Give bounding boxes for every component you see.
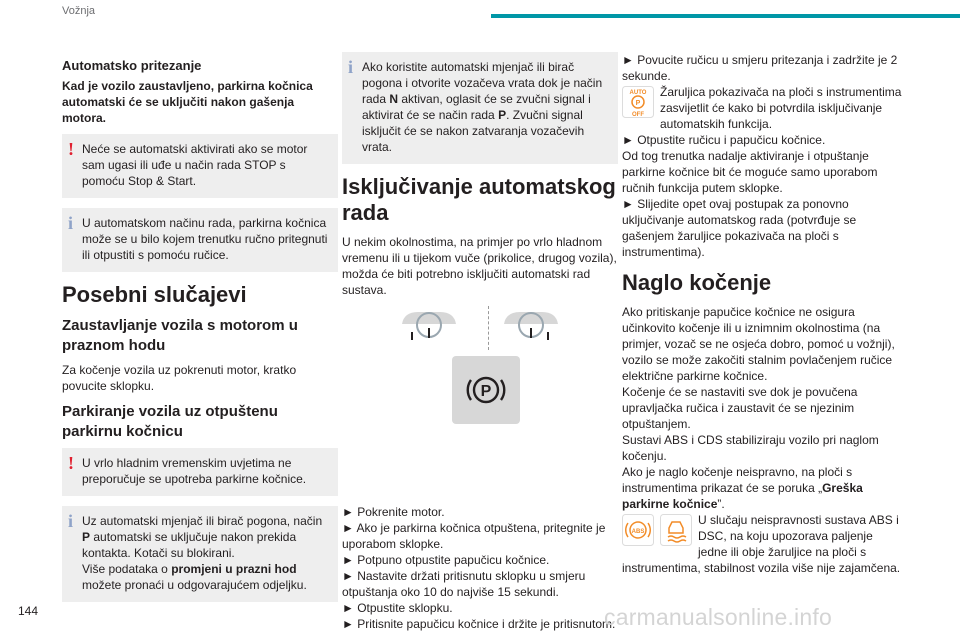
step-item: ► Nastavite držati pritisnutu sklopku u smjeru otpuštanja oko 10 do najviše 15 sekundi. xyxy=(342,569,586,599)
svg-text:P: P xyxy=(635,100,641,107)
warning-note-2 xyxy=(62,448,338,496)
svg-text:P: P xyxy=(480,383,492,400)
column-1 xyxy=(62,52,338,612)
disable-title: Isključivanje automatskog rada xyxy=(342,174,616,225)
step-b: ► Otpustite ručicu i papučicu kočnice. xyxy=(622,133,826,147)
em-p3: Sustavi ABS i CDS stabiliziraju vozilo pri naglom kočenju. xyxy=(622,433,879,463)
step-a: ► Povucite ručicu u smjeru pritezanja i zadržite je 2 sekunde. xyxy=(622,53,898,83)
lamp-text: Žaruljica pokazivača na ploči s instrumentima zasvijetlit će kako bi potvrdila isključivanje automatskih funkcija. xyxy=(660,85,902,131)
abs-paragraph xyxy=(622,512,902,576)
step-item: ► Ako je parkirna kočnica otpuštena, pritegnite je uporabom sklopke. xyxy=(342,521,606,551)
column-3 xyxy=(622,52,902,576)
steering-wheel-push-icon xyxy=(502,310,560,340)
abs-text: U slučaju neispravnosti sustava ABS i DSC, na koju upozorava paljenje jedne ili obje žaruljice na ploči s instrumentima, stabilnost vozila više nije zajamčena. xyxy=(622,513,901,575)
steering-wheel-pull-icon xyxy=(400,310,458,340)
svg-text:OFF: OFF xyxy=(632,112,644,118)
warning-icon: ! xyxy=(68,453,74,473)
info-note xyxy=(62,208,338,272)
info-icon: i xyxy=(348,57,354,77)
lamp-paragraph xyxy=(622,84,902,132)
emergency-title: Naglo kočenje xyxy=(622,270,772,295)
parking-brake-switch xyxy=(452,356,520,424)
special-title: Posebni slučajevi xyxy=(62,282,247,307)
idle-text: Za kočenje vozila uz pokrenuti motor, kratko povucite sklopku. xyxy=(62,363,297,393)
step-c: Od tog trenutka nadalje aktiviranje i otpuštanje parkirne kočnice bit će moguće samo uporabom ručnih funkcija putem sklopke. xyxy=(622,149,878,195)
info-text-2: Uz automatski mjenjač ili birač pogona, način P automatski se uključuje nakon prekida kontakta. Kotači su blokirani. Više podataka o promjeni u prazni hod možete pronaći u odgovarajućem odjeljku. xyxy=(82,514,323,592)
auto-lead: Kad je vozilo zaustavljeno, parkirna kočnica automatski će se uključiti nakon gašenja motora. xyxy=(62,79,313,125)
cross-reference-link[interactable]: promjeni u prazni hod xyxy=(171,562,297,576)
step-item: ► Potpuno otpustite papučicu kočnice. xyxy=(342,553,550,567)
info-icon: i xyxy=(68,511,74,531)
info-text-3: Ako koristite automatski mjenjač ili birač pogona i otvorite vozačeva vrata dok je način rada N aktivan, oglasit će se zvučni signal i aktivirat će se način rada P. Zvučni signal isključit će se nakon zatvaranja vozačevih vrata. xyxy=(362,60,603,154)
info-note-2 xyxy=(62,506,338,602)
info-icon: i xyxy=(68,213,74,233)
auto-title: Automatsko pritezanje xyxy=(62,58,202,73)
info-note-3 xyxy=(342,52,618,164)
stability-lamp-icon xyxy=(660,514,692,546)
info-text: U automatskom načinu rada, parkirna kočnica može se u bilo kojem trenutku ručno pritegnuti ili otpustiti s pomoću ručice. xyxy=(82,216,328,262)
step-item: ► Pritisnite papučicu kočnice i držite je pritisnutom. xyxy=(342,617,616,631)
abs-lamp-icon xyxy=(622,514,654,546)
park-title: Parkiranje vozila uz otpuštenu parkirnu kočnicu xyxy=(62,403,278,440)
em-p2: Kočenje će se nastaviti sve dok je povučena upravljačka ručica i zaustavit će se njezinim otpuštanjem. xyxy=(622,385,858,431)
disable-text: U nekim okolnostima, na primjer po vrlo hladnom vremenu ili u tijekom vuče (prikolice, drugog vozila), možda će biti potrebno isključiti automatski rad sustava. xyxy=(342,235,617,297)
divider xyxy=(488,306,489,350)
watermark: carmanualsonline.info xyxy=(604,604,832,630)
em-p1: Ako pritiskanje papučice kočnice ne osigura učinkovito kočenje ili u iznimnim okolnostima (na primjer, vozač se ne osjeća dobro, pomoć u vožnji), vozilo se može zakočiti stalnim povlačenjem ručice električne parkirne kočnice. xyxy=(622,305,895,383)
step-item: ► Otpustite sklopku. xyxy=(342,601,453,615)
warning-note xyxy=(62,134,338,198)
idle-title: Zaustavljanje vozila s motorom u praznom hodu xyxy=(62,317,298,354)
em-p4: Ako je naglo kočenje neispravno, na ploči s instrumentima prikazat će se poruka „Greška parkirne kočnice”. xyxy=(622,465,863,511)
svg-text:AUTO: AUTO xyxy=(629,90,647,96)
auto-off-lamp-icon xyxy=(622,86,654,118)
parking-brake-icon xyxy=(466,370,506,410)
page-number: 144 xyxy=(18,604,39,618)
epb-illustration xyxy=(342,306,618,496)
header-section: Vožnja xyxy=(62,5,96,17)
warning-icon: ! xyxy=(68,139,74,159)
warning-text: Neće se automatski aktivirati ako se motor sam ugasi ili uđe u način rada STOP s pomoću Stop & Start. xyxy=(82,142,308,188)
svg-text:ABS: ABS xyxy=(631,529,645,535)
column-2 xyxy=(342,52,618,632)
header-accent-bar xyxy=(491,14,960,18)
step-item: ► Pokrenite motor. xyxy=(342,505,445,519)
warning-text-2: U vrlo hladnim vremenskim uvjetima ne preporučuje se upotreba parkirne kočnice. xyxy=(82,456,307,486)
steps-list xyxy=(342,504,618,632)
step-d: ► Slijedite opet ovaj postupak za ponovno uključivanje automatskog rada (potvrđuje se gašenjem žaruljice pokazivača na ploči s instrumentima). xyxy=(622,197,857,259)
